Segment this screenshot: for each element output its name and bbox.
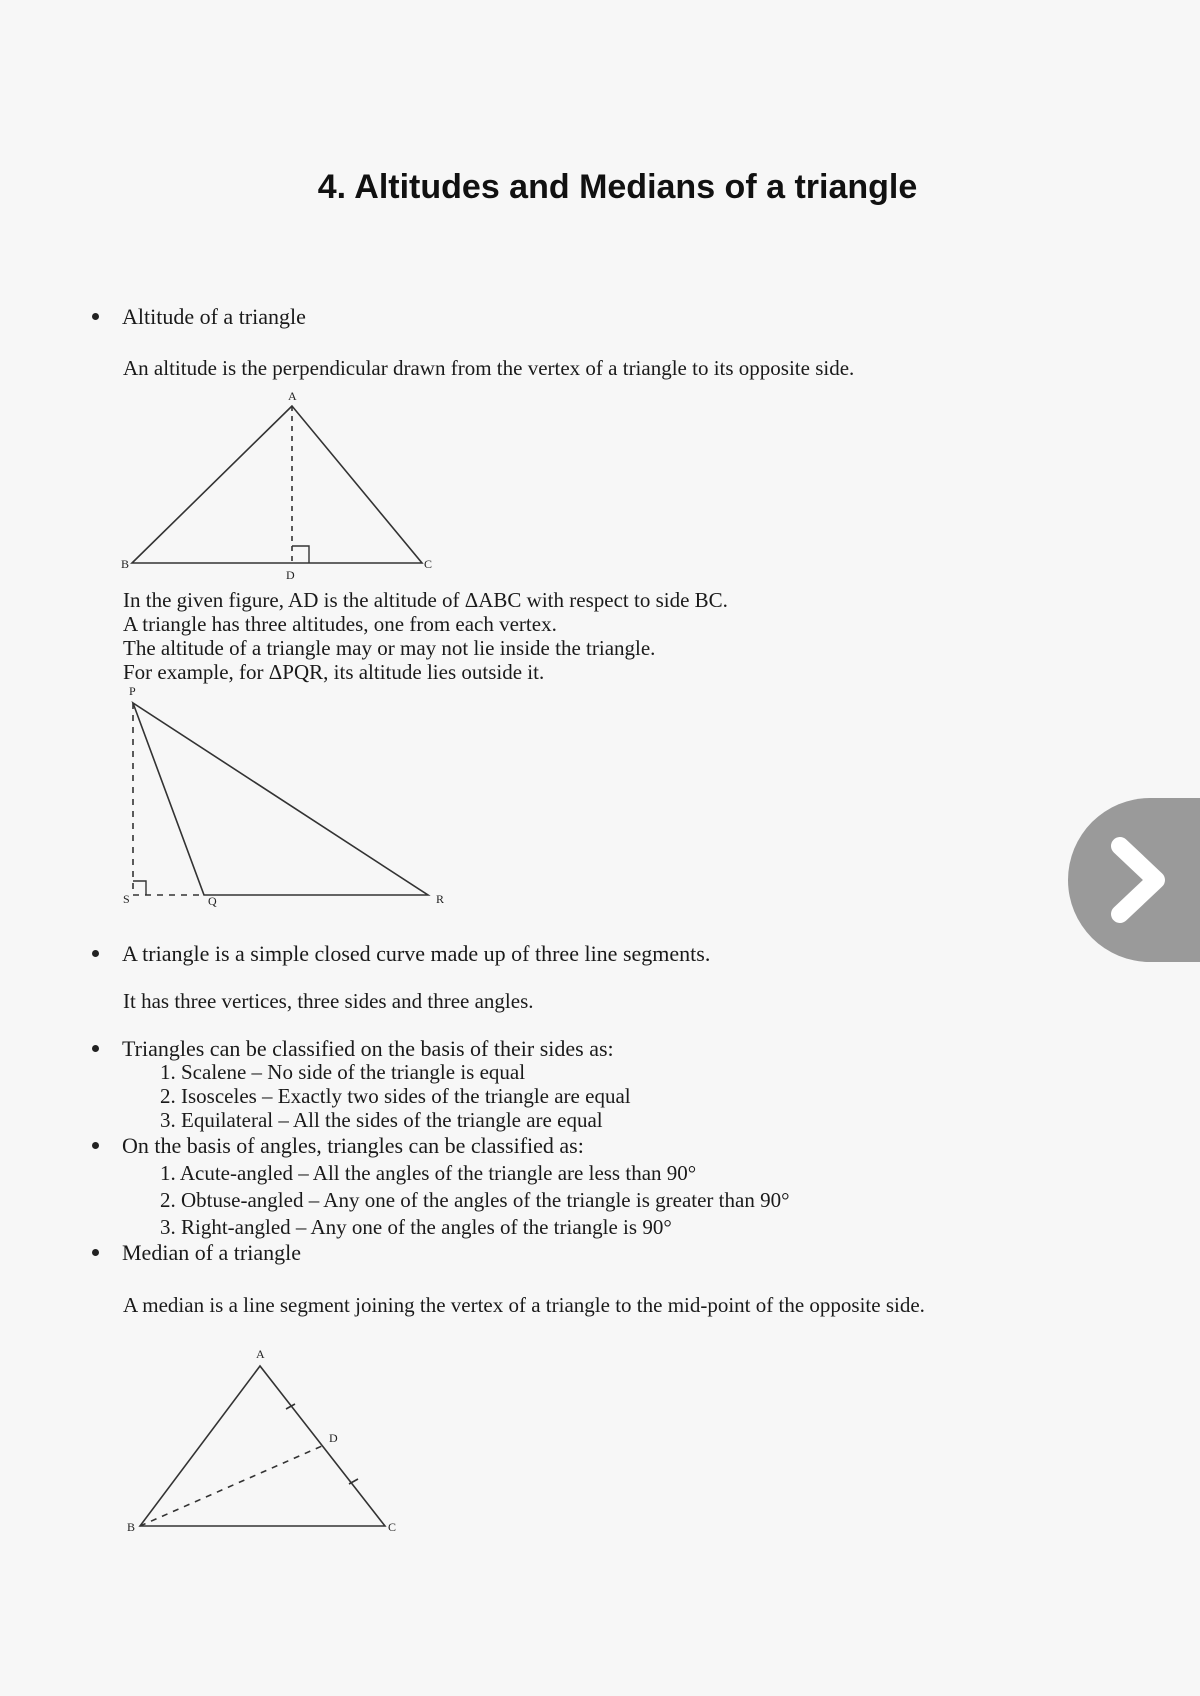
triangle-detail: It has three vertices, three sides and three angles. <box>123 989 534 1013</box>
altitude-definition: An altitude is the perpendicular drawn from the vertex of a triangle to its opposite side. <box>123 356 855 380</box>
bullet-dot <box>92 313 99 320</box>
label-b: B <box>127 1520 136 1534</box>
altitude-note-4: For example, for ΔPQR, its altitude lies outside it. <box>123 660 545 684</box>
altitude-note-2: A triangle has three altitudes, one from each vertex. <box>123 612 557 636</box>
angles-heading: On the basis of angles, triangles can be classified as: <box>122 1133 584 1158</box>
median-heading: Median of a triangle <box>122 1240 301 1265</box>
label-r: R <box>436 892 445 906</box>
median-figure-abc <box>115 1338 415 1538</box>
bullet-dot <box>92 1045 99 1052</box>
label-c: C <box>388 1520 397 1534</box>
triangle-pqr <box>133 703 428 895</box>
bullet-dot <box>92 950 99 957</box>
altitude-note-1: In the given figure, AD is the altitude of ΔABC with respect to side BC. <box>123 588 728 612</box>
altitude-figure-pqr <box>118 685 458 915</box>
bullet-dot <box>92 1249 99 1256</box>
sides-item-2: 2. Isosceles – Exactly two sides of the triangle are equal <box>160 1084 631 1108</box>
label-c: C <box>424 557 433 571</box>
bullet-dot <box>92 1142 99 1149</box>
triangle-abc <box>140 1366 385 1526</box>
median-bd <box>140 1446 322 1526</box>
label-a: A <box>256 1347 265 1361</box>
page-title: 4. Altitudes and Medians of a triangle <box>317 168 918 206</box>
sides-heading: Triangles can be classified on the basis of their sides as: <box>122 1036 614 1061</box>
altitude-figure-abc <box>110 390 440 590</box>
triangle-heading: A triangle is a simple closed curve made up of three line segments. <box>122 941 711 966</box>
sides-item-1: 1. Scalene – No side of the triangle is equal <box>160 1060 526 1084</box>
sides-item-3: 3. Equilateral – All the sides of the triangle are equal <box>160 1108 603 1132</box>
label-p: P <box>129 684 136 698</box>
label-d: D <box>286 568 295 582</box>
right-angle-mark <box>292 546 309 563</box>
triangle-abc <box>132 406 422 563</box>
right-angle-mark <box>133 881 146 895</box>
angles-item-1: 1. Acute-angled – All the angles of the triangle are less than 90° <box>160 1161 697 1185</box>
altitude-heading: Altitude of a triangle <box>122 304 306 329</box>
label-q: Q <box>208 894 217 908</box>
altitude-note-3: The altitude of a triangle may or may not lie inside the triangle. <box>123 636 656 660</box>
label-b: B <box>121 557 130 571</box>
label-a: A <box>288 389 297 403</box>
angles-item-3: 3. Right-angled – Any one of the angles of the triangle is 90° <box>160 1215 672 1239</box>
label-d: D <box>329 1431 338 1445</box>
label-s: S <box>123 892 130 906</box>
chevron-right-icon <box>1068 798 1200 962</box>
angles-item-2: 2. Obtuse-angled – Any one of the angles of the triangle is greater than 90° <box>160 1188 790 1212</box>
median-definition: A median is a line segment joining the vertex of a triangle to the mid-point of the opposite side. <box>123 1293 925 1317</box>
next-page-button[interactable] <box>1068 798 1200 962</box>
